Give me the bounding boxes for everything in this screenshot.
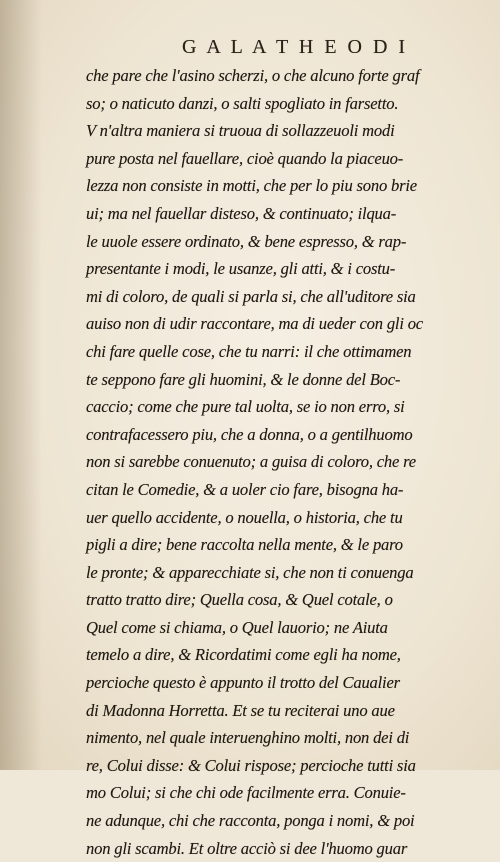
text-line: contrafacessero piu, che a donna, o a gentilhuomo (86, 424, 413, 444)
text-line: re, Colui disse: & Colui rispose; percioche tutti sia (86, 755, 416, 775)
text-line: chi fare quelle cose, che tu narri: il che ottimamen (86, 341, 412, 361)
text-line: uer quello accidente, o nouella, o historia, che tu (86, 507, 403, 527)
text-line: tratto tratto dire; Quella cosa, & Quel cotale, o (86, 590, 393, 610)
text-line: Quel come si chiama, o Quel lauorio; ne Aiuta (86, 617, 388, 637)
text-line: nimento, nel quale interuenghino molti, non dei di (86, 728, 410, 748)
text-line: so; o naticuto danzi, o salti spogliato in farsetto. (86, 93, 399, 113)
text-line: presentante i modi, le usanze, gli atti, & i costu- (86, 259, 396, 279)
text-line: ui; ma nel fauellar disteso, & continuato; ilqua- (86, 203, 397, 223)
text-line: citan le Comedie, & a uoler cio fare, bisogna ha- (86, 479, 404, 499)
text-line: le pronte; & apparecchiate si, che non ti conuenga (86, 562, 414, 582)
text-line: non gli scambi. Et oltre acciò si dee l'huomo guar (86, 838, 408, 858)
text-line: di Madonna Horretta. Et se tu reciterai uno aue (86, 700, 395, 720)
text-line: temelo a dire, & Ricordatimi come egli ha nome, (86, 645, 401, 665)
text-line: pigli a dire; bene raccolta nella mente, & le paro (86, 535, 403, 555)
running-head: G A L A T H E O D I (182, 36, 409, 58)
text-line: mo Colui; si che chi ode facilmente erra. Conuie- (86, 783, 406, 803)
text-line: lezza non consiste in motti, che per lo piu sono brie (86, 176, 417, 196)
text-line: te seppono fare gli huomini, & le donne del Boc- (86, 369, 401, 389)
text-line: mi di coloro, de quali si parla si, che all'uditore sia (86, 286, 416, 306)
text-line: pure posta nel fauellare, cioè quando la piaceuo- (86, 148, 404, 168)
text-line: ne adunque, chi che racconta, ponga i nomi, & poi (86, 811, 415, 831)
text-line: non si sarebbe conuenuto; a guisa di coloro, che re (86, 452, 416, 472)
body-text (86, 62, 470, 862)
text-line: auiso non di udir raccontare, ma di ueder con gli oc (86, 314, 423, 334)
text-line: caccio; come che pure tal uolta, se io non erro, si (86, 397, 405, 417)
text-line: V n'altra maniera si truoua di sollazzeuoli modi (86, 121, 395, 141)
text-line: le uuole essere ordinato, & bene espresso, & rap- (86, 231, 407, 251)
gutter-shadow (0, 0, 42, 770)
text-line: percioche questo è appunto il trotto del Caualier (86, 673, 400, 693)
text-line: che pare che l'asino scherzi, o che alcuno forte graf (86, 66, 420, 85)
